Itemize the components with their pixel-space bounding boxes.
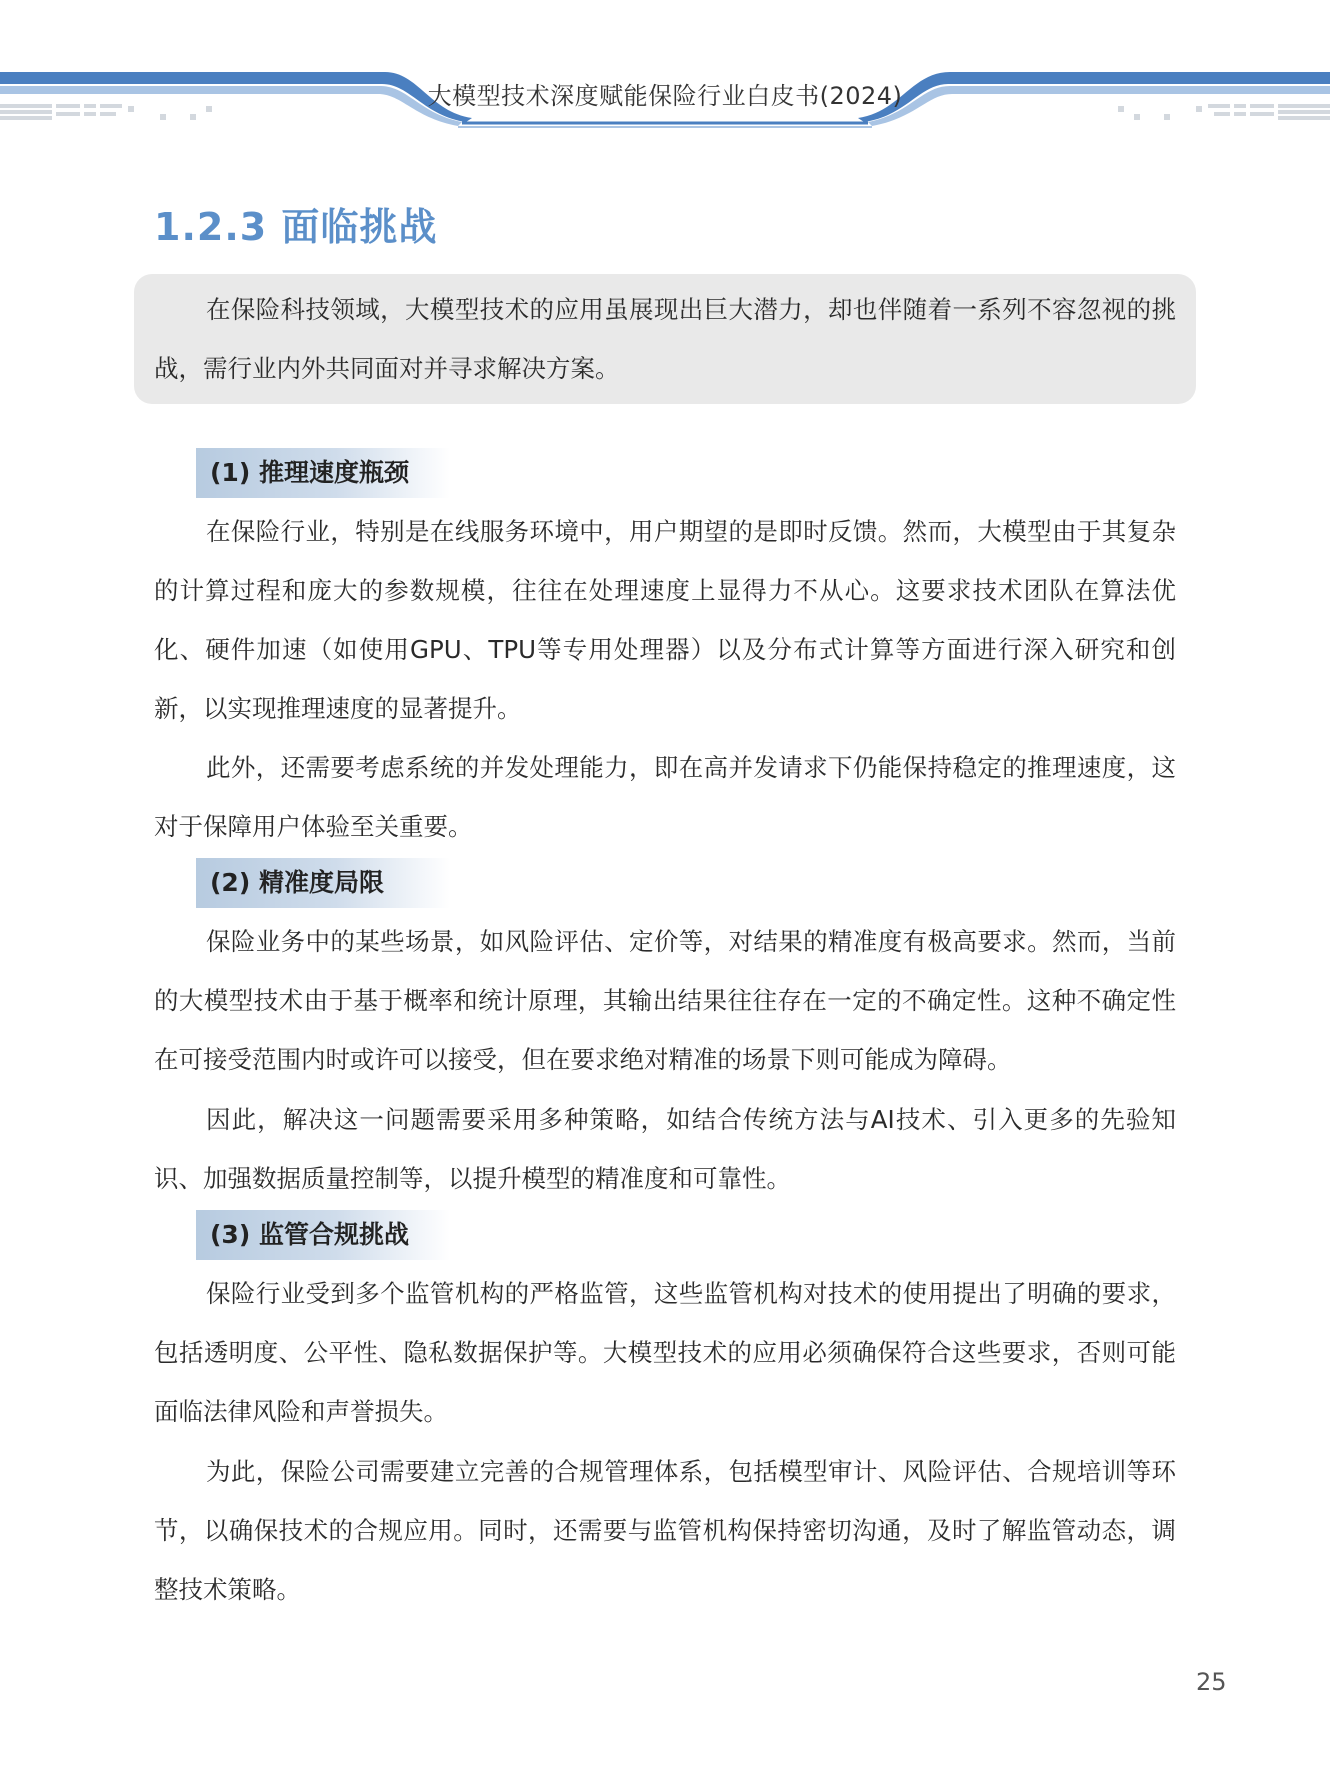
page-header — [0, 0, 1330, 140]
subsection-3-paragraph-1: 保险行业受到多个监管机构的严格监管，这些监管机构对技术的使用提出了明确的要求，包括透明度、公平性、隐私数据保护等。大模型技术的应用必须确保符合这些要求，否则可能面临法律风险和声誉损失。 — [154, 1279, 1176, 1426]
subsection-1-paragraph-2: 此外，还需要考虑系统的并发处理能力，即在高并发请求下仍能保持稳定的推理速度，这对于保障用户体验至关重要。 — [154, 753, 1176, 841]
subsection-1-paragraph-1: 在保险行业，特别是在线服务环境中，用户期望的是即时反馈。然而，大模型由于其复杂的计算过程和庞大的参数规模，往往在处理速度上显得力不从心。这要求技术团队在算法优化、硬件加速（如使用GPU、TPU等专用处理器）以及分布式计算等方面进行深入研究和创新，以实现推理速度的显著提升。 — [154, 517, 1176, 723]
subsection-2-paragraph-1: 保险业务中的某些场景，如风险评估、定价等，对结果的精准度有极高要求。然而，当前的大模型技术由于基于概率和统计原理，其输出结果往往存在一定的不确定性。这种不确定性在可接受范围内时或许可以接受，但在要求绝对精准的场景下则可能成为障碍。 — [154, 927, 1176, 1074]
page-number: 25 — [1196, 1668, 1227, 1696]
subsection-heading-inference-speed: (1) 推理速度瓶颈 — [196, 448, 450, 498]
subsection-heading-precision: (2) 精准度局限 — [196, 858, 450, 908]
subsection-3-paragraph-2: 为此，保险公司需要建立完善的合规管理体系，包括模型审计、风险评估、合规培训等环节，以确保技术的合规应用。同时，还需要与监管机构保持密切沟通，及时了解监管动态，调整技术策略。 — [154, 1457, 1176, 1604]
header-title: 大模型技术深度赋能保险行业白皮书(2024) — [427, 82, 903, 110]
intro-paragraph: 在保险科技领域，大模型技术的应用虽展现出巨大潜力，却也伴随着一系列不容忽视的挑战，需行业内外共同面对并寻求解决方案。 — [154, 295, 1176, 383]
header-wave-decoration — [0, 0, 1330, 140]
subsection-heading-compliance: (3) 监管合规挑战 — [196, 1210, 450, 1260]
section-title: 1.2.3 面临挑战 — [154, 205, 438, 249]
subsection-2-paragraph-2: 因此，解决这一问题需要采用多种策略，如结合传统方法与AI技术、引入更多的先验知识、加强数据质量控制等，以提升模型的精准度和可靠性。 — [154, 1105, 1176, 1193]
